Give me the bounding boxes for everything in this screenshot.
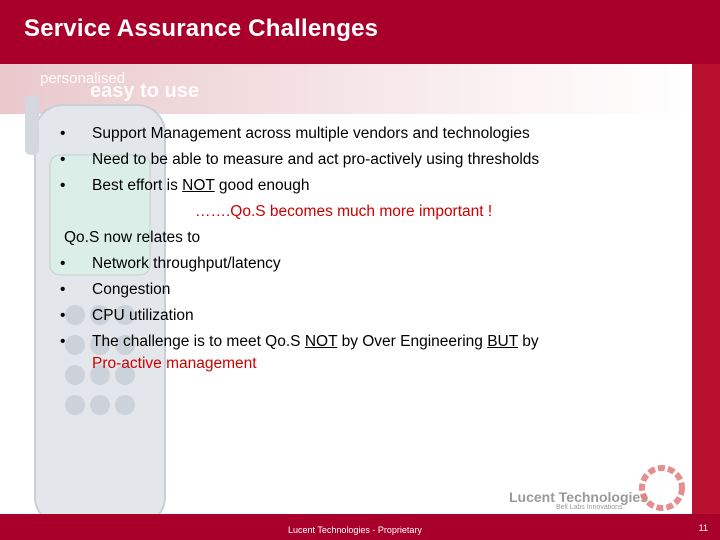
lucent-logo-tagline: Bell Labs Innovations	[556, 504, 623, 511]
bullet-text: Best effort is NOT good enough	[92, 177, 310, 194]
footer-text: Lucent Technologies - Proprietary	[288, 525, 422, 535]
bullet-continuation: Pro-active management	[92, 355, 257, 372]
bullet-marker: •	[60, 151, 66, 168]
bullet-marker: •	[60, 125, 66, 142]
emphasis-not: NOT	[182, 177, 215, 194]
bullet-text: Network throughput/latency	[92, 255, 281, 272]
bullet-text: Support Management across multiple vendors and technologies	[92, 125, 530, 142]
right-accent-strip	[692, 64, 720, 514]
phone-key	[65, 365, 85, 385]
phone-key	[65, 335, 85, 355]
bullet-marker: •	[60, 281, 66, 298]
bullet-marker: •	[60, 177, 66, 194]
highlight-text: …….Qo.S becomes much more important !	[195, 203, 493, 220]
watermark-easy-to-use: easy to use	[90, 80, 199, 102]
bullet-marker: •	[60, 333, 66, 350]
phone-key	[115, 395, 135, 415]
emphasis-not: NOT	[304, 333, 338, 350]
bullet-text: The challenge is to meet Qo.S NOT by Over Engineering BUT by	[92, 333, 539, 350]
bullet-text: Congestion	[92, 281, 171, 298]
qos-heading: Qo.S now relates to	[64, 229, 201, 246]
phone-key	[65, 305, 85, 325]
phone-key	[90, 395, 110, 415]
lucent-logo-text: Lucent Technologies	[509, 489, 648, 505]
lucent-ring-icon	[636, 462, 688, 514]
phone-key	[65, 395, 85, 415]
footer-bar	[0, 514, 720, 540]
page-number: 11	[698, 523, 708, 533]
bullet-marker: •	[60, 307, 66, 324]
emphasis-but: BUT	[487, 333, 518, 350]
bullet-text: CPU utilization	[92, 307, 194, 324]
slide-title: Service Assurance Challenges	[24, 15, 379, 42]
phone-antenna	[25, 95, 39, 155]
bullet-text: Need to be able to measure and act pro-actively using thresholds	[92, 151, 540, 168]
bullet-marker: •	[60, 255, 66, 272]
title-bar	[0, 0, 720, 64]
watermark-personalised: personalised	[40, 70, 126, 87]
